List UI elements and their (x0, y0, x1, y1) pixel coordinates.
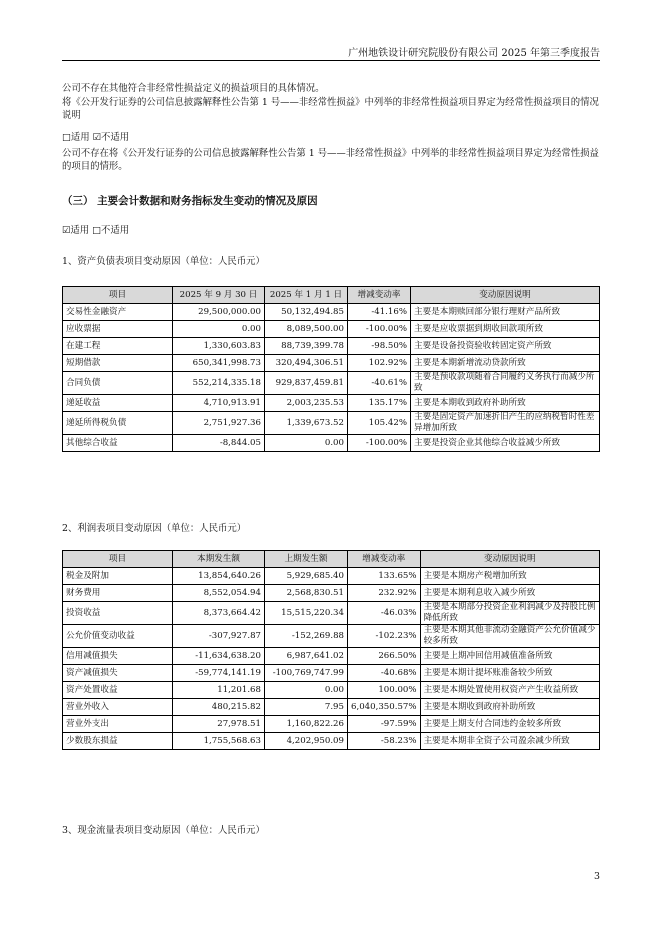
table-row (63, 372, 600, 395)
item-name: 财务费用 (63, 585, 173, 602)
column-header: 2025 年 1 月 1 日 (265, 287, 348, 304)
change-reason: 主要是本期房产税增加所致 (420, 568, 599, 585)
column-header: 变动原因说明 (420, 551, 599, 568)
intro-paragraph-3: 公司不存在将《公开发行证券的公司信息披露解释性公告第 1 号——非经常性损益》中列举的非经常性损益项目界定为经常性损益的项目的情形。 (62, 148, 599, 172)
prior-value: 0.00 (265, 435, 348, 452)
change-reason: 主要是本期收到政府补助所致 (411, 395, 600, 412)
prior-value: 929,837,459.81 (265, 372, 348, 395)
column-header: 项目 (63, 287, 173, 304)
item-name: 信用减值损失 (63, 648, 173, 665)
item-name: 递延收益 (63, 395, 173, 412)
item-name: 营业外支出 (63, 716, 173, 733)
item-name: 其他综合收益 (63, 435, 173, 452)
prior-value: 6,987,641.02 (265, 648, 348, 665)
change-rate: -102.23% (348, 625, 421, 648)
change-rate: -40.68% (348, 665, 421, 682)
current-value: 11,201.68 (173, 682, 265, 699)
change-reason: 主要是固定资产加速折旧产生的应纳税暂时性差异增加所致 (411, 412, 600, 435)
change-reason: 主要是本期收到政府补助所致 (420, 699, 599, 716)
prior-value: -152,269.88 (265, 625, 348, 648)
prior-value: 4,202,950.09 (265, 733, 348, 750)
prior-value: 15,515,220.34 (265, 602, 348, 625)
change-reason: 主要是本期处置使用权资产产生收益所致 (420, 682, 599, 699)
change-reason: 主要是本期利息收入减少所致 (420, 585, 599, 602)
column-header: 增减变动率 (348, 551, 421, 568)
change-reason: 主要是上期支付合同违约金较多所致 (420, 716, 599, 733)
change-rate: 100.00% (348, 682, 421, 699)
balance-sheet-table (62, 286, 600, 452)
change-rate: 6,040,350.57% (348, 699, 421, 716)
current-value: 1,755,568.63 (173, 733, 265, 750)
prior-value: 2,568,830.51 (265, 585, 348, 602)
change-rate: -58.23% (348, 733, 421, 750)
current-value: 13,854,640.26 (173, 568, 265, 585)
change-reason: 主要是本期其他非流动金融资产公允价值减少较多所致 (420, 625, 599, 648)
prior-value: 7.95 (265, 699, 348, 716)
table-row (63, 602, 600, 625)
change-rate: -100.00% (348, 435, 411, 452)
change-rate: 102.92% (348, 355, 411, 372)
section-3-title: （三） 主要会计数据和财务指标发生变动的情况及原因 (62, 195, 318, 207)
report-header: 广州地铁设计研究院股份有限公司 2025 年第三季度报告 (348, 48, 600, 59)
table-row (63, 665, 600, 682)
change-reason: 主要是上期冲回信用减值准备所致 (420, 648, 599, 665)
item-name: 公允价值变动收益 (63, 625, 173, 648)
change-rate: -41.16% (348, 304, 411, 321)
current-value: -11,634,638.20 (173, 648, 265, 665)
current-value: 8,552,054.94 (173, 585, 265, 602)
prior-value: 88,739,399.78 (265, 338, 348, 355)
change-rate: -98.50% (348, 338, 411, 355)
change-rate: 135.17% (348, 395, 411, 412)
header-divider (62, 60, 600, 61)
change-reason: 主要是应收票据到期收回款项所致 (411, 321, 600, 338)
item-name: 税金及附加 (63, 568, 173, 585)
item-name: 资产减值损失 (63, 665, 173, 682)
table-row (63, 304, 600, 321)
table-row (63, 321, 600, 338)
balance-sheet-subtitle: 1、资产负债表项目变动原因（单位：人民币元） (62, 256, 265, 267)
column-header: 上期发生额 (265, 551, 348, 568)
table-row (63, 338, 600, 355)
table-row (63, 682, 600, 699)
item-name: 在建工程 (63, 338, 173, 355)
item-name: 投资收益 (63, 602, 173, 625)
item-name: 交易性金融资产 (63, 304, 173, 321)
current-value: -307,927.87 (173, 625, 265, 648)
table-row (63, 355, 600, 372)
current-value: 650,341,998.73 (173, 355, 265, 372)
income-statement-table (62, 550, 600, 750)
current-value: 0.00 (173, 321, 265, 338)
current-value: 29,500,000.00 (173, 304, 265, 321)
column-header: 项目 (63, 551, 173, 568)
cash-flow-subtitle: 3、现金流量表项目变动原因（单位：人民币元） (62, 825, 265, 836)
table-row (63, 568, 600, 585)
item-name: 资产处置收益 (63, 682, 173, 699)
prior-value: -100,769,747.99 (265, 665, 348, 682)
change-rate: -97.59% (348, 716, 421, 733)
item-name: 少数股东损益 (63, 733, 173, 750)
change-reason: 主要是本期计提坏账准备较少所致 (420, 665, 599, 682)
column-header: 本期发生额 (173, 551, 265, 568)
item-name: 合同负债 (63, 372, 173, 395)
item-name: 营业外收入 (63, 699, 173, 716)
table-header-row (63, 551, 600, 568)
change-rate: -40.61% (348, 372, 411, 395)
item-name: 应收票据 (63, 321, 173, 338)
current-value: 2,751,927.36 (173, 412, 265, 435)
income-statement-subtitle: 2、利润表项目变动原因（单位：人民币元） (62, 523, 247, 534)
table-row (63, 625, 600, 648)
current-value: 1,330,603.83 (173, 338, 265, 355)
table-row (63, 412, 600, 435)
prior-value: 320,494,306.51 (265, 355, 348, 372)
table-row (63, 435, 600, 452)
applicability-checkbox-1: □适用 ☑不适用 (62, 132, 130, 143)
change-reason: 主要是投资企业其他综合收益减少所致 (411, 435, 600, 452)
column-header: 2025 年 9 月 30 日 (173, 287, 265, 304)
change-rate: 232.92% (348, 585, 421, 602)
change-reason: 主要是本期非全资子公司盈余减少所致 (420, 733, 599, 750)
current-value: -59,774,141.19 (173, 665, 265, 682)
intro-paragraph-2: 将《公开发行证券的公司信息披露解释性公告第 1 号——非经常性损益》中列举的非经常性损益项目界定为经常性损益项目的情况说明 (62, 97, 599, 121)
current-value: 480,215.82 (173, 699, 265, 716)
column-header: 增减变动率 (348, 287, 411, 304)
item-name: 递延所得税负债 (63, 412, 173, 435)
prior-value: 5,929,685.40 (265, 568, 348, 585)
change-reason: 主要是本期赎回部分银行理财产品所致 (411, 304, 600, 321)
current-value: 8,373,664.42 (173, 602, 265, 625)
table-row (63, 699, 600, 716)
change-rate: -46.03% (348, 602, 421, 625)
table-row (63, 648, 600, 665)
prior-value: 2,003,235.53 (265, 395, 348, 412)
change-reason: 主要是设备投资验收转固定资产所致 (411, 338, 600, 355)
prior-value: 1,339,673.52 (265, 412, 348, 435)
prior-value: 1,160,822.26 (265, 716, 348, 733)
column-header: 变动原因说明 (411, 287, 600, 304)
table-row (63, 395, 600, 412)
prior-value: 8,089,500.00 (265, 321, 348, 338)
page-number: 3 (594, 871, 600, 882)
item-name: 短期借款 (63, 355, 173, 372)
applicability-checkbox-2: ☑适用 □不适用 (62, 225, 130, 236)
table-row (63, 716, 600, 733)
change-rate: -100.00% (348, 321, 411, 338)
intro-paragraph-1: 公司不存在其他符合非经常性损益定义的损益项目的具体情况。 (62, 83, 325, 94)
table-row (63, 733, 600, 750)
change-rate: 266.50% (348, 648, 421, 665)
current-value: 27,978.51 (173, 716, 265, 733)
table-row (63, 585, 600, 602)
current-value: -8,844.05 (173, 435, 265, 452)
current-value: 552,214,335.18 (173, 372, 265, 395)
change-rate: 133.65% (348, 568, 421, 585)
table-header-row (63, 287, 600, 304)
change-reason: 主要是本期新增流动贷款所致 (411, 355, 600, 372)
prior-value: 0.00 (265, 682, 348, 699)
change-rate: 105.42% (348, 412, 411, 435)
change-reason: 主要是本期部分投资企业利润减少及持股比例降低所致 (420, 602, 599, 625)
change-reason: 主要是预收款项随着合同履约义务执行而减少所致 (411, 372, 600, 395)
prior-value: 50,132,494.85 (265, 304, 348, 321)
current-value: 4,710,913.91 (173, 395, 265, 412)
